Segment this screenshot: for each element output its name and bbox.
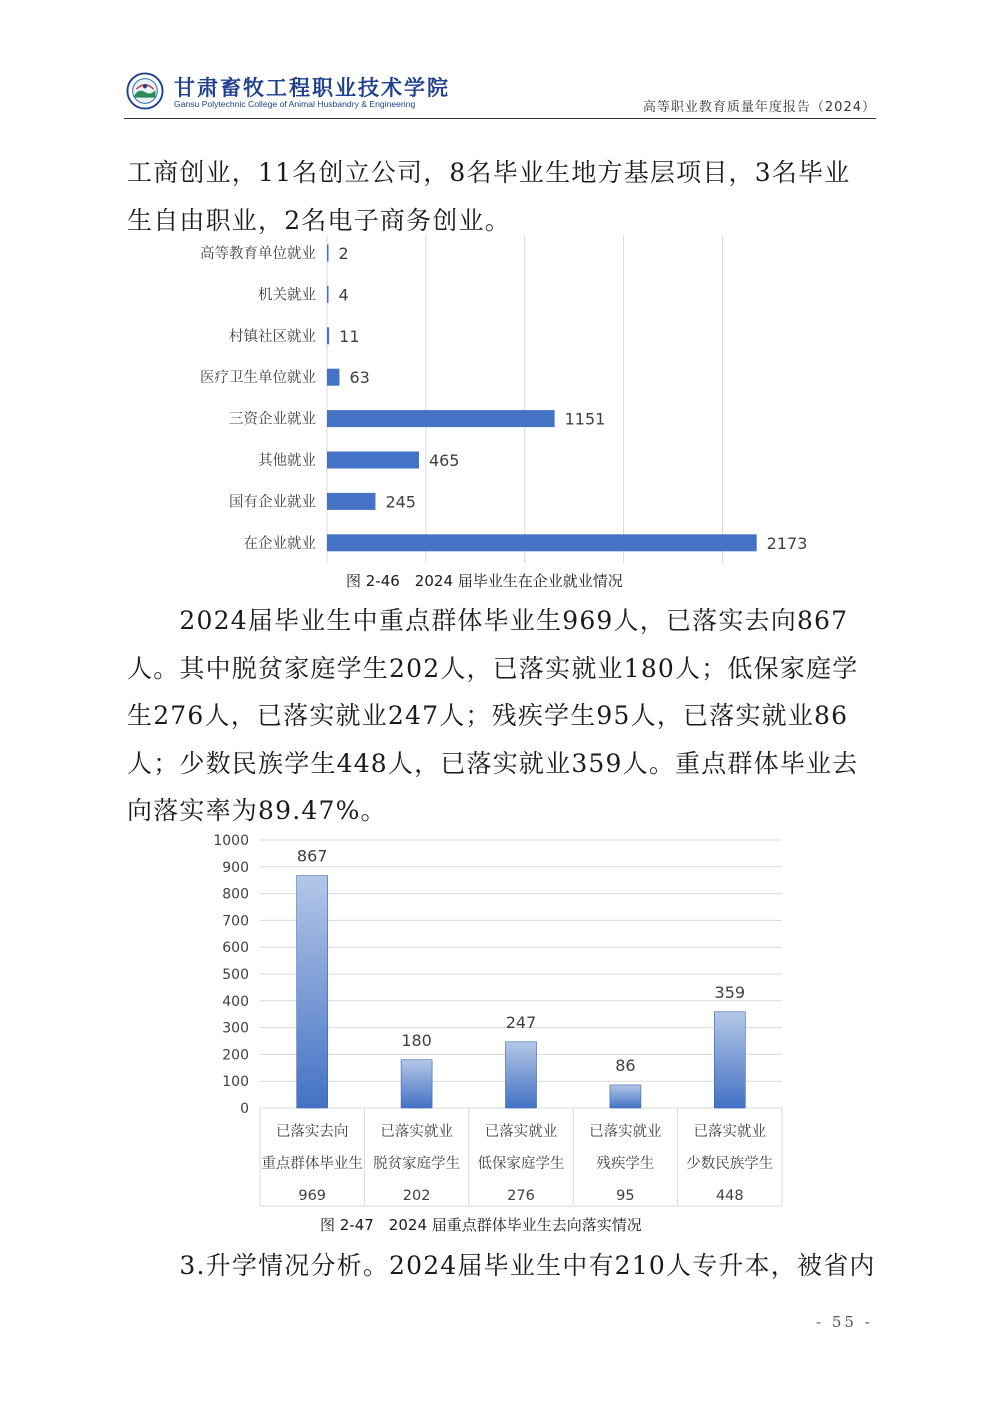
y-tick-label: 600 <box>222 940 249 957</box>
bar <box>327 369 339 386</box>
category-label: 村镇社区就业 <box>229 328 316 345</box>
bar <box>506 1042 537 1108</box>
category-label: 202 <box>402 1188 431 1204</box>
category-label: 脱贫家庭学生 <box>373 1156 461 1172</box>
category-label: 医疗卫生单位就业 <box>200 370 316 387</box>
page-header <box>124 66 876 120</box>
bar <box>327 245 329 262</box>
category-label: 448 <box>715 1188 744 1204</box>
enterprise-employment-chart <box>150 235 880 570</box>
y-tick-label: 800 <box>222 886 249 903</box>
paragraph-line: 人。其中脱贫家庭学生202人，已落实就业180人；低保家庭学 <box>127 653 859 683</box>
y-tick-label: 100 <box>222 1074 249 1091</box>
page-number: - 55 - <box>816 1313 873 1331</box>
bar <box>327 534 757 551</box>
paragraph-line: 3.升学情况分析。2024届毕业生中有210人专升本，被省内 <box>127 1251 876 1280</box>
category-label: 已落实去向 <box>275 1124 349 1140</box>
data-label: 247 <box>505 1012 537 1032</box>
paragraph-line: 2024届毕业生中重点群体毕业生969人，已落实去向867 <box>127 606 849 635</box>
data-label: 2 <box>338 244 349 263</box>
data-label: 4 <box>338 285 349 305</box>
category-label: 重点群体毕业生 <box>261 1156 363 1172</box>
y-tick-label: 400 <box>222 993 249 1010</box>
category-label: 已落实就业 <box>589 1124 662 1140</box>
data-label: 245 <box>385 492 416 512</box>
data-label: 11 <box>339 326 360 346</box>
paragraph-line: 生276人，已落实就业247人；残疾学生95人，已落实就业86 <box>127 701 849 730</box>
paragraph-line: 工商创业，11名创立公司，8名毕业生地方基层项目，3名毕业 <box>127 158 851 187</box>
data-label: 180 <box>401 1030 432 1050</box>
data-label: 86 <box>615 1055 636 1075</box>
paragraph-2 <box>127 597 875 835</box>
bar <box>610 1085 641 1108</box>
category-label: 少数民族学生 <box>686 1156 774 1172</box>
category-label: 高等教育单位就业 <box>200 246 316 262</box>
figure-caption-2-46: 图 2-46 2024 届毕业生在企业就业情况 <box>346 572 623 590</box>
category-label: 残疾学生 <box>596 1156 655 1172</box>
college-logo-icon <box>126 72 164 110</box>
key-group-destination-chart-svg <box>200 828 800 1213</box>
category-label: 969 <box>298 1188 327 1204</box>
y-tick-label: 0 <box>240 1101 249 1117</box>
school-name-en: Gansu Polytechnic College of Animal Husbandry & Engineering <box>174 99 416 109</box>
bar <box>714 1012 745 1108</box>
category-label: 276 <box>507 1188 535 1204</box>
category-label: 已落实就业 <box>380 1124 453 1140</box>
header-divider <box>124 118 876 119</box>
y-tick-label: 500 <box>222 967 249 983</box>
bar <box>297 876 328 1108</box>
paragraph-3 <box>127 1242 875 1290</box>
category-label: 在企业就业 <box>243 535 316 552</box>
data-label: 465 <box>428 451 460 470</box>
category-label: 95 <box>616 1188 635 1204</box>
bar <box>327 327 329 344</box>
paragraph-1 <box>127 149 875 244</box>
key-group-destination-chart <box>200 828 800 1213</box>
category-label: 三资企业就业 <box>229 411 316 428</box>
y-tick-label: 300 <box>222 1020 249 1037</box>
y-tick-label: 700 <box>222 913 249 930</box>
paragraph-line: 生自由职业，2名电子商务创业。 <box>127 205 511 235</box>
paragraph-line: 向落实率为89.47%。 <box>127 796 387 825</box>
figure-caption-2-47: 图 2-47 2024 届重点群体毕业生去向落实情况 <box>320 1216 642 1234</box>
data-label: 1151 <box>564 409 606 429</box>
report-title: 高等职业教育质量年度报告（2024） <box>642 100 876 115</box>
paragraph-line: 人；少数民族学生448人，已落实就业359人。重点群体毕业去 <box>127 748 859 778</box>
category-label: 已落实就业 <box>484 1124 558 1140</box>
school-name-cn: 甘肃畜牧工程职业技术学院 <box>174 75 450 100</box>
y-tick-label: 900 <box>222 859 249 876</box>
data-label: 63 <box>349 368 370 388</box>
bar <box>327 493 375 510</box>
data-label: 867 <box>296 846 328 866</box>
bar <box>401 1060 432 1108</box>
category-label: 其他就业 <box>258 453 316 469</box>
category-label: 低保家庭学生 <box>477 1156 565 1172</box>
category-label: 国有企业就业 <box>229 494 316 511</box>
bar <box>327 286 329 303</box>
bar <box>327 410 555 427</box>
enterprise-employment-chart-svg <box>150 235 880 570</box>
bar <box>327 452 419 469</box>
data-label: 2173 <box>766 533 808 553</box>
category-label: 已落实就业 <box>693 1124 767 1140</box>
y-tick-label: 1000 <box>213 833 249 849</box>
category-label: 机关就业 <box>258 287 316 304</box>
data-label: 359 <box>714 982 746 1002</box>
y-tick-label: 200 <box>222 1047 249 1064</box>
